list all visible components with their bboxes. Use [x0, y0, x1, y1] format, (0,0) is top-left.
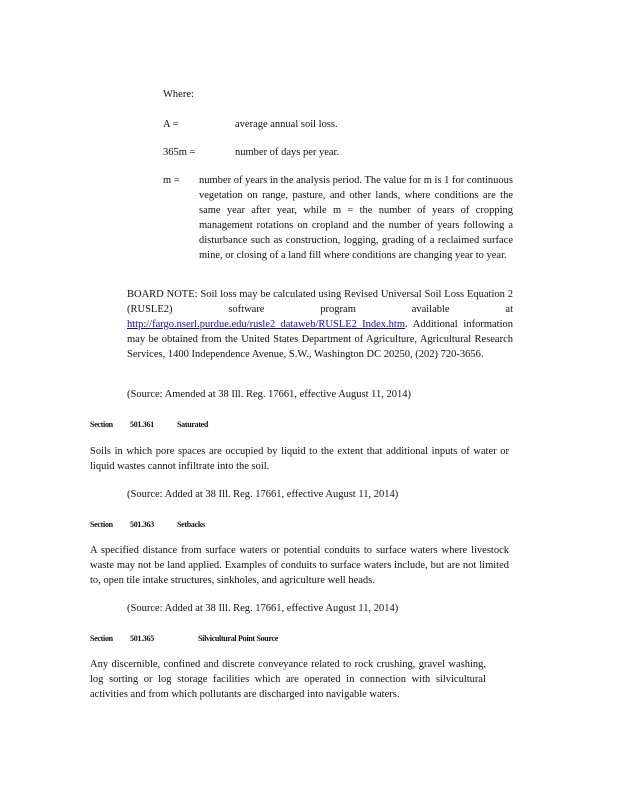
section-number: 501.363 — [130, 520, 154, 529]
board-note-additional: . Additional information may be obtained from the United States Department of Agriculture, Agricultural Research Services, 1400 Independence Avenue, S.W., Washington DC 20250, (202) 720-3656. — [127, 319, 513, 360]
section-label: Section — [90, 520, 113, 529]
section-body: A specified distance from surface waters or potential conduits to surface waters where livestock waste may not be land applied. Examples of conduits to surface waters include, but are not limited to, open tile intake structures, sinkholes, and agriculture well heads. — [90, 545, 509, 586]
section-label: Section — [90, 420, 113, 429]
where-label: Where: — [163, 89, 194, 100]
section-label: Section — [90, 634, 113, 643]
source-citation: (Source: Added at 38 Ill. Reg. 17661, effective August 11, 2014) — [127, 489, 399, 500]
section-title: Setbacks — [177, 520, 205, 529]
rusle2-link[interactable]: http://fargo.nserl.purdue.edu/rusle2_dataweb/RUSLE2_Index.htm — [127, 319, 405, 330]
definition-text-m: number of years in the analysis period. The value for m is 1 for continuous vegetation on range, pasture, and other lands, where conditions are the same year after year, while m = the number of years of cropping management rotations on cropland and the number of years following a disturbance such as construction, logging, grading of a reclaimed surface mine, or closing of a land fill where conditions are changing year to year. — [199, 175, 513, 261]
board-note-label: BOARD NOTE: — [127, 289, 198, 300]
board-note — [127, 287, 513, 362]
source-citation: (Source: Added at 38 Ill. Reg. 17661, effective August 11, 2014) — [127, 603, 399, 614]
definition-term-m: m = — [163, 175, 180, 186]
definition-term-a: A = — [163, 119, 179, 130]
section-title: Saturated — [177, 420, 209, 429]
section-number: 501.361 — [130, 420, 154, 429]
board-note-text: Soil loss may be calculated using Revised Universal Soil Loss Equation 2 (RUSLE2) software program available at — [127, 289, 513, 315]
section-title: Silvicultural Point Source — [198, 634, 279, 643]
definition-text-365m: number of days per year. — [235, 147, 340, 158]
definition-term-365m: 365m = — [163, 147, 196, 158]
section-body: Soils in which pore spaces are occupied by liquid to the extent that additional inputs of water or liquid wastes cannot infiltrate into the soil. — [90, 446, 509, 472]
source-citation: (Source: Amended at 38 Ill. Reg. 17661, effective August 11, 2014) — [127, 389, 412, 400]
section-number: 501.365 — [130, 634, 154, 643]
definition-text-a: average annual soil loss. — [235, 119, 338, 130]
section-body: Any discernible, confined and discrete conveyance related to rock crushing, gravel washing, log sorting or log storage facilities which are operated in connection with silvicultural activities and from which pollutants are discharged into navigable waters. — [90, 659, 486, 700]
